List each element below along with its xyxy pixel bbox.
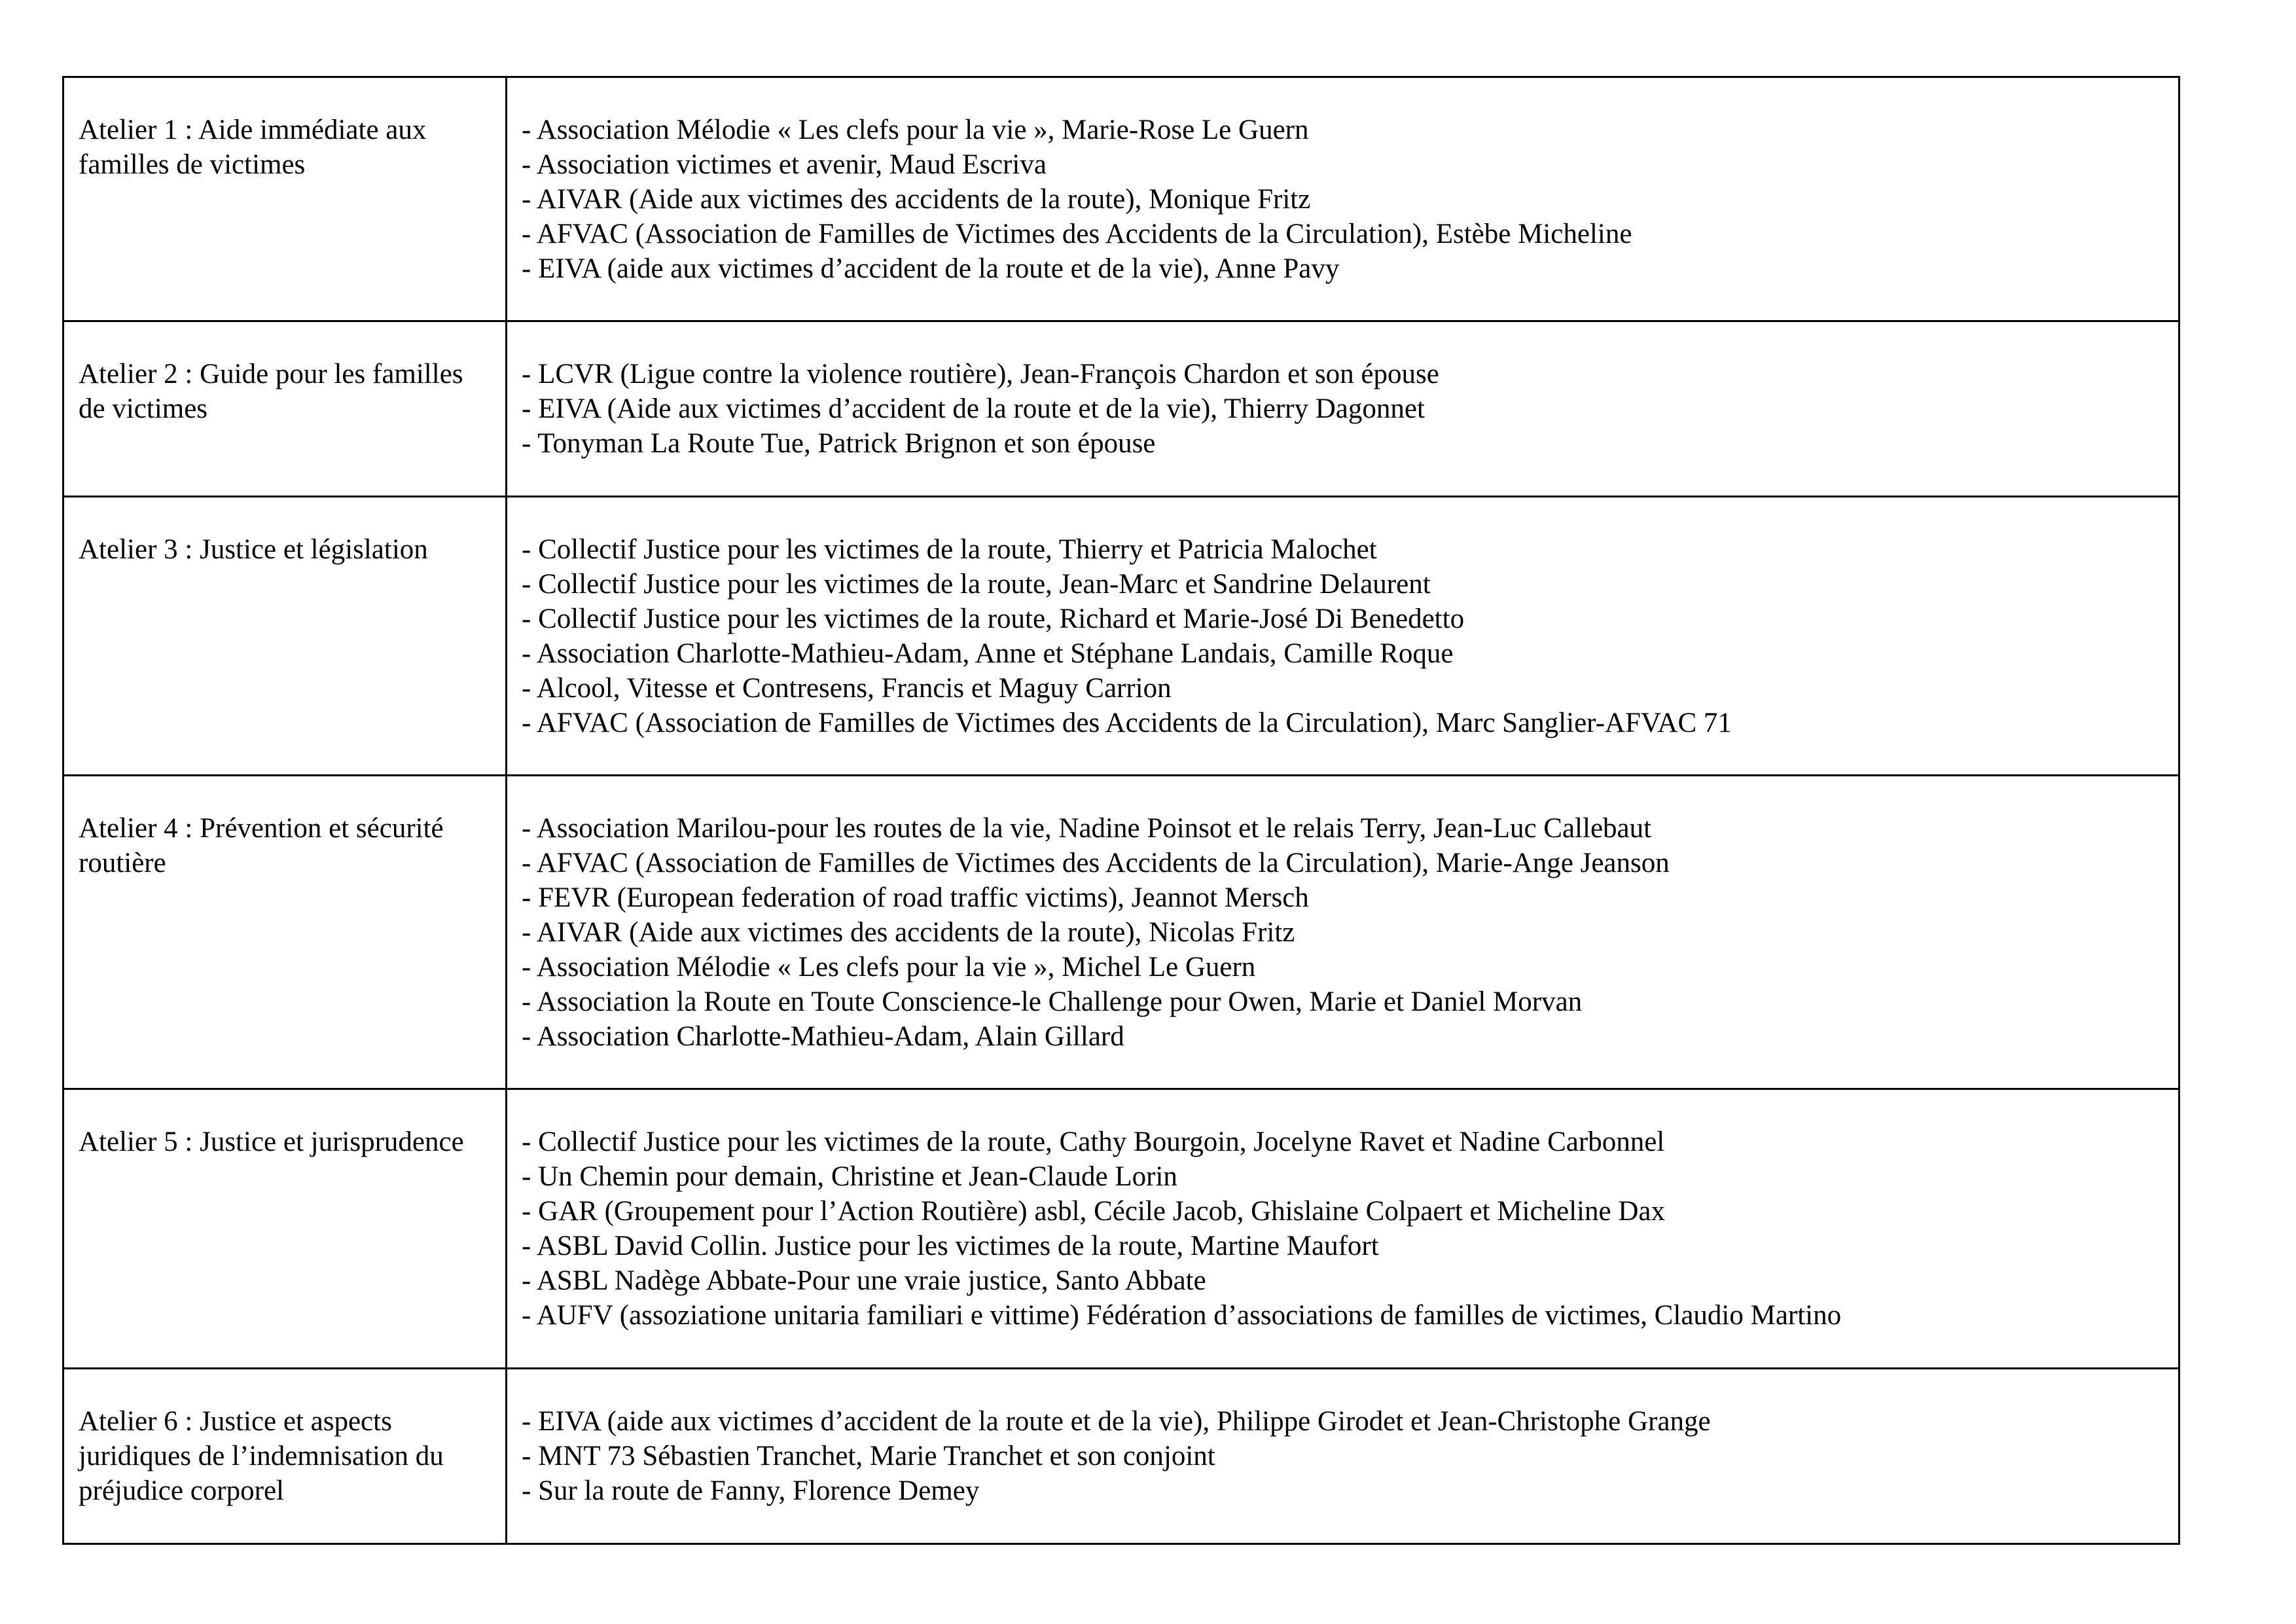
list-item: - GAR (Groupement pour l’Action Routière) asbl, Cécile Jacob, Ghislaine Colpaert et Micheline Dax xyxy=(522,1196,1665,1227)
table-row xyxy=(63,776,2179,1089)
list-item: - Sur la route de Fanny, Florence Demey xyxy=(522,1475,980,1506)
list-item: - Association Charlotte-Mathieu-Adam, Alain Gillard xyxy=(522,1021,1124,1052)
list-item: - Association la Route en Toute Conscience-le Challenge pour Owen, Marie et Daniel Morvan xyxy=(522,986,1583,1017)
list-item: - LCVR (Ligue contre la violence routière), Jean-François Chardon et son épouse xyxy=(522,359,1439,389)
list-item: - AIVAR (Aide aux victimes des accidents de la route), Nicolas Fritz xyxy=(522,917,1295,948)
list-item: - EIVA (Aide aux victimes d’accident de la route et de la vie), Thierry Dagonnet xyxy=(522,393,1425,424)
list-item: - Association Mélodie « Les clefs pour la vie », Marie-Rose Le Guern xyxy=(522,115,1309,145)
document-page xyxy=(62,76,2178,1545)
table-row xyxy=(63,1369,2179,1544)
list-item: - ASBL David Collin. Justice pour les victimes de la route, Martine Maufort xyxy=(522,1231,1379,1261)
workshop-title: Atelier 6 : Justice et aspects juridiques de l’indemnisation du préjudice corporel xyxy=(63,1369,507,1544)
table-row xyxy=(63,321,2179,497)
list-item: - AFVAC (Association de Familles de Victimes des Accidents de la Circulation), Marc Sanglier-AFVAC 71 xyxy=(522,708,1732,738)
list-item: - EIVA (aide aux victimes d’accident de la route et de la vie), Anne Pavy xyxy=(522,253,1340,284)
list-item: - EIVA (aide aux victimes d’accident de la route et de la vie), Philippe Girodet et Jean-Christophe Grange xyxy=(522,1406,1711,1437)
workshop-members xyxy=(507,1089,2179,1369)
list-item: - Association Charlotte-Mathieu-Adam, Anne et Stéphane Landais, Camille Roque xyxy=(522,638,1454,669)
table-row xyxy=(63,77,2179,321)
list-item: - FEVR (European federation of road traffic victims), Jeannot Mersch xyxy=(522,882,1309,913)
list-item: - ASBL Nadège Abbate-Pour une vraie justice, Santo Abbate xyxy=(522,1265,1206,1296)
list-item: - Association Mélodie « Les clefs pour la vie », Michel Le Guern xyxy=(522,952,1256,983)
list-item: - Un Chemin pour demain, Christine et Jean-Claude Lorin xyxy=(522,1161,1177,1192)
workshop-members xyxy=(507,321,2179,497)
table-row xyxy=(63,497,2179,776)
list-item: - Collectif Justice pour les victimes de la route, Richard et Marie-José Di Benedetto xyxy=(522,604,1465,634)
list-item: - Collectif Justice pour les victimes de la route, Thierry et Patricia Malochet xyxy=(522,534,1377,565)
list-item: - AFVAC (Association de Familles de Victimes des Accidents de la Circulation), Marie-Ange Jeanson xyxy=(522,848,1670,878)
workshop-title: Atelier 4 : Prévention et sécurité routière xyxy=(63,776,507,1089)
workshop-title: Atelier 3 : Justice et législation xyxy=(63,497,507,776)
list-item: - AFVAC (Association de Familles de Victimes des Accidents de la Circulation), Estèbe Micheline xyxy=(522,219,1632,249)
workshop-title: Atelier 1 : Aide immédiate aux familles de victimes xyxy=(63,77,507,321)
workshop-members xyxy=(507,776,2179,1089)
list-item: - Tonyman La Route Tue, Patrick Brignon et son épouse xyxy=(522,428,1156,459)
list-item: - AUFV (assoziatione unitaria familiari e vittime) Fédération d’associations de familles de victimes, Claudio Martino xyxy=(522,1300,1842,1331)
list-item: - Collectif Justice pour les victimes de la route, Jean-Marc et Sandrine Delaurent xyxy=(522,569,1431,600)
workshop-members xyxy=(507,497,2179,776)
workshop-members xyxy=(507,77,2179,321)
list-item: - Alcool, Vitesse et Contresens, Francis et Maguy Carrion xyxy=(522,673,1172,704)
list-item: - Association victimes et avenir, Maud Escriva xyxy=(522,149,1047,180)
list-item: - Association Marilou-pour les routes de la vie, Nadine Poinsot et le relais Terry, Jean-Luc Callebaut xyxy=(522,813,1652,844)
workshops-table xyxy=(62,76,2180,1545)
list-item: - MNT 73 Sébastien Tranchet, Marie Tranchet et son conjoint xyxy=(522,1441,1215,1471)
workshop-members xyxy=(507,1369,2179,1544)
list-item: - AIVAR (Aide aux victimes des accidents de la route), Monique Fritz xyxy=(522,184,1311,215)
workshop-title: Atelier 5 : Justice et jurisprudence xyxy=(63,1089,507,1369)
table-row xyxy=(63,1089,2179,1369)
list-item: - Collectif Justice pour les victimes de la route, Cathy Bourgoin, Jocelyne Ravet et Nadine Carbonnel xyxy=(522,1127,1665,1157)
workshop-title: Atelier 2 : Guide pour les familles de victimes xyxy=(63,321,507,497)
